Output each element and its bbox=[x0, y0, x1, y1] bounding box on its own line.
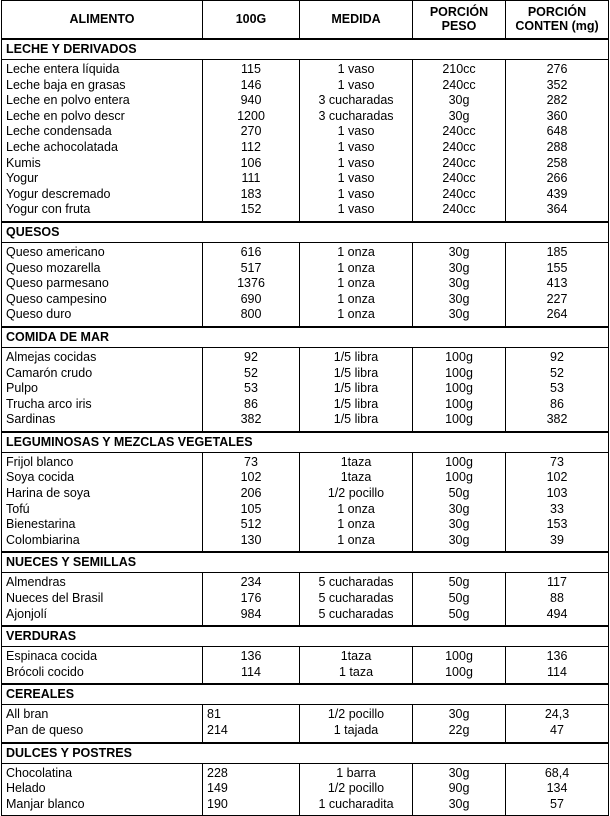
section-header-row bbox=[2, 433, 608, 453]
table-cell: 100g bbox=[445, 365, 473, 380]
table-cell: 50g bbox=[448, 591, 470, 606]
table-cell: 227 bbox=[546, 291, 568, 306]
section-header-row bbox=[2, 553, 608, 573]
table-cell: 114 bbox=[241, 664, 261, 679]
table-cell: 210cc bbox=[442, 62, 476, 76]
column-header-medida-label: MEDIDA bbox=[331, 11, 381, 26]
table-row-label: Espinaca cocida bbox=[6, 649, 98, 664]
table-cell: 1 vaso bbox=[337, 62, 375, 76]
table-row-label: Yogur con fruta bbox=[6, 202, 91, 217]
section-data-block bbox=[2, 705, 608, 743]
column-alimento bbox=[2, 573, 202, 625]
table-cell: 30g bbox=[448, 260, 470, 275]
table-cell: 100g bbox=[445, 649, 473, 664]
table-row-label: Ajonjolí bbox=[6, 606, 47, 621]
table-row-label: Queso americano bbox=[6, 244, 105, 259]
column-header-alimento bbox=[2, 1, 202, 38]
column-porcion_conten bbox=[505, 647, 608, 683]
column-cien_g bbox=[202, 348, 299, 431]
table-cell: 3 cucharadas bbox=[318, 93, 394, 108]
table-cell: 382 bbox=[240, 412, 262, 427]
column-alimento bbox=[2, 453, 202, 552]
table-cell: 149 bbox=[207, 781, 228, 796]
column-porcion_conten bbox=[505, 60, 608, 221]
table-cell: 30g bbox=[448, 765, 470, 780]
column-alimento bbox=[2, 348, 202, 431]
table-row-label: Yogur bbox=[6, 171, 39, 186]
table-cell: 1/5 libra bbox=[333, 412, 379, 427]
table-cell: 1 vaso bbox=[337, 202, 375, 217]
column-alimento bbox=[2, 243, 202, 326]
table-cell: 50g bbox=[448, 606, 470, 621]
table-cell: 266 bbox=[546, 171, 568, 186]
table-cell: 1 vaso bbox=[337, 186, 375, 201]
column-porcion_peso bbox=[412, 60, 505, 221]
column-alimento bbox=[2, 60, 202, 221]
section-data-block bbox=[2, 647, 608, 685]
table-cell: 1taza bbox=[340, 470, 372, 485]
section-title: CEREALES bbox=[6, 687, 75, 702]
section-header-row bbox=[2, 223, 608, 243]
column-porcion_peso bbox=[412, 453, 505, 552]
column-porcion_conten bbox=[505, 243, 608, 326]
table-cell: 50g bbox=[448, 575, 470, 590]
table-row-label: Queso campesino bbox=[6, 291, 107, 306]
table-cell: 512 bbox=[240, 517, 262, 532]
table-row-label: Colombiarina bbox=[6, 532, 80, 547]
table-cell: 240cc bbox=[442, 186, 476, 201]
table-cell: 68,4 bbox=[544, 765, 570, 780]
column-porcion_conten bbox=[505, 764, 608, 816]
column-porcion_peso bbox=[412, 573, 505, 625]
table-cell: 102 bbox=[240, 470, 262, 485]
column-cien_g bbox=[202, 453, 299, 552]
table-row-label: Camarón crudo bbox=[6, 365, 93, 380]
table-cell: 240cc bbox=[442, 124, 476, 139]
table-cell: 1 onza bbox=[337, 307, 375, 322]
column-cien_g bbox=[202, 647, 299, 683]
table-header-row bbox=[2, 1, 608, 40]
table-sections bbox=[2, 40, 608, 815]
section-header-row bbox=[2, 328, 608, 348]
section-title: COMIDA DE MAR bbox=[6, 329, 110, 344]
table-cell: 1 vaso bbox=[337, 77, 375, 92]
table-row-label: Leche en polvo descr bbox=[6, 108, 125, 123]
column-medida bbox=[299, 705, 412, 741]
table-cell: 106 bbox=[240, 155, 262, 170]
table-cell: 90g bbox=[448, 781, 470, 796]
table-cell: 240cc bbox=[442, 77, 476, 92]
section-title: NUECES Y SEMILLAS bbox=[6, 555, 137, 570]
table-cell: 1 vaso bbox=[337, 155, 375, 170]
column-porcion_peso bbox=[412, 243, 505, 326]
column-alimento bbox=[2, 647, 202, 683]
table-cell: 517 bbox=[240, 260, 262, 275]
table-cell: 5 cucharadas bbox=[318, 606, 394, 621]
column-header-alimento-label: ALIMENTO bbox=[69, 11, 135, 26]
table-row-label: Queso parmesano bbox=[6, 276, 109, 291]
column-medida bbox=[299, 60, 412, 221]
column-header-100g-label: 100G bbox=[235, 11, 267, 26]
section-title: LECHE Y DERIVADOS bbox=[6, 42, 137, 56]
table-row-label: Manjar blanco bbox=[6, 796, 85, 811]
nutrition-table bbox=[1, 0, 609, 816]
table-cell: 114 bbox=[547, 664, 567, 679]
column-porcion_conten bbox=[505, 348, 608, 431]
table-cell: 364 bbox=[546, 202, 568, 217]
table-cell: 258 bbox=[546, 155, 568, 170]
table-row-label: Tofú bbox=[6, 501, 30, 516]
table-row-label: Harina de soya bbox=[6, 486, 91, 501]
table-cell: 30g bbox=[448, 517, 470, 532]
table-cell: 30g bbox=[448, 93, 470, 108]
table-cell: 1 cucharadita bbox=[318, 796, 394, 811]
table-cell: 30g bbox=[448, 307, 470, 322]
table-cell: 494 bbox=[546, 606, 568, 621]
table-cell: 228 bbox=[207, 765, 228, 780]
column-cien_g bbox=[202, 243, 299, 326]
table-row-label: Soya cocida bbox=[6, 470, 75, 485]
column-header-porcion-peso-line2: PESO bbox=[441, 18, 477, 33]
section-header-row bbox=[2, 627, 608, 647]
table-cell: 73 bbox=[550, 454, 564, 469]
table-cell: 117 bbox=[547, 575, 567, 590]
table-cell: 100g bbox=[445, 381, 473, 396]
column-cien_g bbox=[202, 573, 299, 625]
table-cell: 282 bbox=[546, 93, 568, 108]
table-row-label: Frijol blanco bbox=[6, 454, 74, 469]
section-data-block bbox=[2, 453, 608, 554]
table-cell: 103 bbox=[546, 486, 568, 501]
table-cell: 352 bbox=[546, 77, 568, 92]
table-cell: 100g bbox=[445, 396, 473, 411]
section-header-row bbox=[2, 40, 608, 60]
table-cell: 53 bbox=[550, 381, 564, 396]
section-data-block bbox=[2, 60, 608, 223]
table-cell: 270 bbox=[240, 124, 262, 139]
table-cell: 1/2 pocillo bbox=[327, 486, 385, 501]
table-cell: 1taza bbox=[340, 649, 372, 664]
table-cell: 153 bbox=[546, 517, 568, 532]
table-row-label: Leche condensada bbox=[6, 124, 112, 139]
table-cell: 88 bbox=[550, 591, 564, 606]
table-cell: 1/2 pocillo bbox=[327, 707, 385, 722]
table-cell: 1/5 libra bbox=[333, 381, 379, 396]
column-porcion_conten bbox=[505, 705, 608, 741]
table-row-label: Pulpo bbox=[6, 381, 38, 396]
table-cell: 73 bbox=[244, 454, 258, 469]
column-porcion_peso bbox=[412, 764, 505, 816]
table-cell: 30g bbox=[448, 707, 470, 722]
table-cell: 134 bbox=[546, 781, 568, 796]
column-alimento bbox=[2, 764, 202, 816]
table-cell: 1taza bbox=[340, 454, 372, 469]
table-cell: 1/5 libra bbox=[333, 349, 379, 364]
column-medida bbox=[299, 647, 412, 683]
table-cell: 24,3 bbox=[544, 707, 570, 722]
column-medida bbox=[299, 348, 412, 431]
table-cell: 234 bbox=[240, 575, 262, 590]
table-row-label: Leche baja en grasas bbox=[6, 77, 126, 92]
table-cell: 1/5 libra bbox=[333, 365, 379, 380]
table-cell: 100g bbox=[445, 454, 473, 469]
table-row-label: Almejas cocidas bbox=[6, 349, 97, 364]
table-cell: 800 bbox=[240, 307, 262, 322]
table-row-label: Pan de queso bbox=[6, 723, 84, 737]
table-cell: 1 onza bbox=[337, 244, 375, 259]
table-row-label: Trucha arco iris bbox=[6, 396, 92, 411]
section-header-row bbox=[2, 685, 608, 705]
column-header-medida bbox=[299, 1, 412, 38]
column-header-porcion-peso-line1: PORCIÓN bbox=[429, 5, 489, 19]
table-row-label: Bienestarina bbox=[6, 517, 76, 532]
table-row-label: All bran bbox=[6, 707, 49, 722]
column-porcion_peso bbox=[412, 705, 505, 741]
table-cell: 152 bbox=[240, 202, 262, 217]
table-cell: 30g bbox=[448, 276, 470, 291]
table-cell: 155 bbox=[546, 260, 568, 275]
section-data-block bbox=[2, 348, 608, 433]
table-cell: 940 bbox=[240, 93, 262, 108]
table-row-label: Kumis bbox=[6, 155, 41, 170]
table-cell: 30g bbox=[448, 291, 470, 306]
table-cell: 240cc bbox=[442, 155, 476, 170]
column-porcion_peso bbox=[412, 348, 505, 431]
table-cell: 30g bbox=[448, 501, 470, 516]
table-cell: 92 bbox=[244, 349, 258, 364]
column-porcion_conten bbox=[505, 573, 608, 625]
section-data-block bbox=[2, 764, 608, 816]
table-cell: 146 bbox=[240, 77, 262, 92]
column-header-porcion-conten bbox=[505, 1, 608, 38]
table-cell: 1 onza bbox=[337, 501, 375, 516]
table-cell: 52 bbox=[244, 365, 258, 380]
table-cell: 214 bbox=[207, 723, 228, 737]
table-cell: 185 bbox=[546, 244, 568, 259]
table-cell: 30g bbox=[448, 108, 470, 123]
table-row-label: Queso mozarella bbox=[6, 260, 101, 275]
table-cell: 5 cucharadas bbox=[318, 575, 394, 590]
table-cell: 1 onza bbox=[337, 291, 375, 306]
table-cell: 136 bbox=[546, 649, 568, 664]
table-cell: 276 bbox=[546, 62, 568, 76]
table-cell: 52 bbox=[550, 365, 564, 380]
table-cell: 100g bbox=[445, 470, 473, 485]
column-porcion_peso bbox=[412, 647, 505, 683]
table-cell: 112 bbox=[241, 139, 261, 154]
column-medida bbox=[299, 243, 412, 326]
table-cell: 30g bbox=[448, 532, 470, 547]
section-data-block bbox=[2, 573, 608, 627]
column-medida bbox=[299, 573, 412, 625]
table-row-label: Leche achocolatada bbox=[6, 139, 118, 154]
table-cell: 81 bbox=[207, 707, 221, 722]
table-cell: 190 bbox=[207, 796, 228, 811]
table-cell: 690 bbox=[240, 291, 262, 306]
column-medida bbox=[299, 764, 412, 816]
section-title: LEGUMINOSAS Y MEZCLAS VEGETALES bbox=[6, 434, 253, 449]
table-cell: 1/5 libra bbox=[333, 396, 379, 411]
table-cell: 176 bbox=[240, 591, 262, 606]
table-cell: 984 bbox=[240, 606, 262, 621]
section-data-block bbox=[2, 243, 608, 328]
table-cell: 240cc bbox=[442, 202, 476, 217]
table-cell: 111 bbox=[241, 171, 261, 186]
table-cell: 39 bbox=[550, 532, 564, 547]
column-cien_g bbox=[202, 60, 299, 221]
column-porcion_conten bbox=[505, 453, 608, 552]
table-row-label: Leche en polvo entera bbox=[6, 93, 130, 108]
table-cell: 648 bbox=[546, 124, 568, 139]
table-cell: 47 bbox=[550, 723, 564, 737]
table-cell: 360 bbox=[546, 108, 568, 123]
table-cell: 33 bbox=[550, 501, 564, 516]
table-cell: 86 bbox=[244, 396, 258, 411]
table-cell: 1 vaso bbox=[337, 124, 375, 139]
table-cell: 105 bbox=[240, 501, 262, 516]
table-cell: 86 bbox=[550, 396, 564, 411]
table-cell: 1 onza bbox=[337, 517, 375, 532]
column-header-porcion-peso bbox=[412, 1, 505, 38]
table-cell: 3 cucharadas bbox=[318, 108, 394, 123]
table-cell: 22g bbox=[448, 723, 470, 737]
table-cell: 136 bbox=[240, 649, 262, 664]
section-title: VERDURAS bbox=[6, 629, 77, 644]
table-cell: 439 bbox=[546, 186, 568, 201]
table-cell: 1 onza bbox=[337, 532, 375, 547]
table-cell: 115 bbox=[241, 62, 261, 76]
table-cell: 1 vaso bbox=[337, 139, 375, 154]
table-cell: 5 cucharadas bbox=[318, 591, 394, 606]
table-cell: 50g bbox=[448, 486, 470, 501]
column-medida bbox=[299, 453, 412, 552]
column-header-100g bbox=[202, 1, 299, 38]
table-cell: 100g bbox=[445, 349, 473, 364]
column-alimento bbox=[2, 705, 202, 741]
table-cell: 1 taza bbox=[338, 664, 374, 679]
table-row-label: Nueces del Brasil bbox=[6, 591, 104, 606]
table-cell: 130 bbox=[240, 532, 262, 547]
column-cien_g bbox=[202, 764, 299, 816]
table-cell: 1 barra bbox=[336, 765, 376, 780]
table-cell: 1 vaso bbox=[337, 171, 375, 186]
table-cell: 1/2 pocillo bbox=[327, 781, 385, 796]
table-cell: 102 bbox=[546, 470, 568, 485]
table-cell: 240cc bbox=[442, 171, 476, 186]
column-cien_g bbox=[202, 705, 299, 741]
table-cell: 264 bbox=[546, 307, 568, 322]
table-row-label: Leche entera líquida bbox=[6, 62, 120, 76]
table-cell: 382 bbox=[546, 412, 568, 427]
table-cell: 183 bbox=[240, 186, 262, 201]
table-row-label: Queso duro bbox=[6, 307, 72, 322]
column-header-porcion-conten-line2: CONTEN (mg) bbox=[515, 18, 599, 33]
table-cell: 30g bbox=[448, 244, 470, 259]
table-cell: 1376 bbox=[237, 276, 265, 291]
table-row-label: Helado bbox=[6, 781, 46, 796]
table-cell: 240cc bbox=[442, 139, 476, 154]
table-row-label: Chocolatina bbox=[6, 765, 73, 780]
table-cell: 1 onza bbox=[337, 276, 375, 291]
table-row-label: Yogur descremado bbox=[6, 186, 111, 201]
table-row-label: Almendras bbox=[6, 575, 66, 590]
table-row-label: Brócoli cocido bbox=[6, 664, 84, 679]
section-title: DULCES Y POSTRES bbox=[6, 745, 132, 760]
table-cell: 30g bbox=[448, 796, 470, 811]
table-cell: 57 bbox=[550, 796, 564, 811]
table-cell: 100g bbox=[445, 664, 473, 679]
table-cell: 1200 bbox=[237, 108, 265, 123]
section-header-row bbox=[2, 744, 608, 764]
table-cell: 92 bbox=[550, 349, 564, 364]
section-title: QUESOS bbox=[6, 224, 60, 239]
table-cell: 1 tajada bbox=[333, 723, 379, 737]
table-cell: 53 bbox=[244, 381, 258, 396]
table-cell: 413 bbox=[546, 276, 568, 291]
table-cell: 1 onza bbox=[337, 260, 375, 275]
column-header-porcion-conten-line1: PORCIÓN bbox=[527, 5, 587, 19]
table-cell: 100g bbox=[445, 412, 473, 427]
table-row-label: Sardinas bbox=[6, 412, 56, 427]
table-cell: 206 bbox=[240, 486, 262, 501]
table-cell: 616 bbox=[240, 244, 262, 259]
table-cell: 288 bbox=[546, 139, 568, 154]
